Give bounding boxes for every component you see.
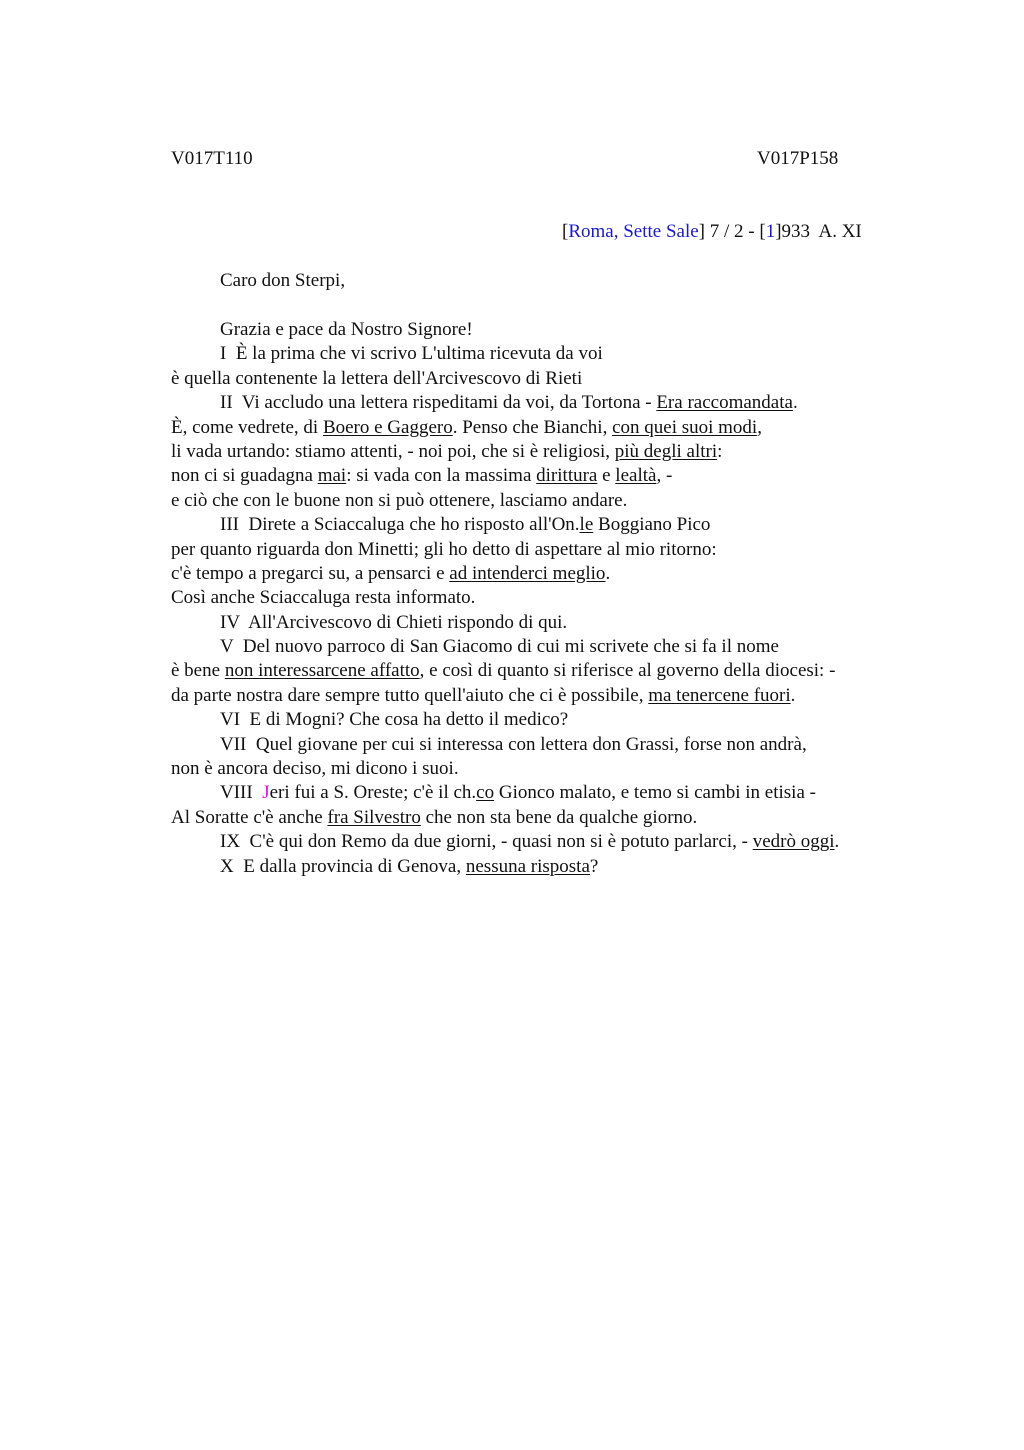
paragraph-line <box>171 440 931 464</box>
date-line <box>562 221 862 243</box>
text-run: È, come vedrete, di <box>171 416 323 438</box>
paragraph-line <box>171 855 931 879</box>
text-run: eri fui a S. Oreste; c'è il ch. <box>269 782 477 804</box>
paragraph-line <box>171 464 931 488</box>
paragraph-line <box>171 659 931 683</box>
text-run: li vada urtando: stiamo attenti, - noi poi, che si è religiosi, <box>171 440 615 462</box>
paragraph-line <box>171 830 931 854</box>
text-run: II Vi accludo una lettera rispeditami da voi, da Tortona - <box>220 392 657 414</box>
text-run: : si vada con la massima <box>346 465 537 487</box>
paragraph-line <box>171 806 931 830</box>
greeting: Caro don Sterpi, <box>220 270 346 291</box>
paragraph-line <box>171 416 931 440</box>
paragraph-line: IV All'Arcivescovo di Chieti rispondo di qui. <box>220 611 568 633</box>
underlined-text: dirittura <box>536 465 598 487</box>
paragraph-line <box>171 684 931 708</box>
text-run: . <box>790 684 796 706</box>
text-run: VIII <box>220 782 263 804</box>
paragraph-line: e ciò che con le buone non si può ottenere, lasciamo andare. <box>171 489 628 511</box>
text-run: Al Soratte c'è anche <box>171 806 328 828</box>
text-run: , e così di quanto si riferisce al governo della diocesi: - <box>419 660 836 682</box>
date-mid: ] 7 / 2 - [ <box>698 221 766 242</box>
paragraph-line <box>171 513 931 537</box>
paragraph-line: non è ancora deciso, mi dicono i suoi. <box>171 758 459 780</box>
underlined-text: con quei suoi modi <box>612 416 758 438</box>
underlined-text: le <box>579 514 594 536</box>
text-run: Boggiano Pico <box>593 514 711 536</box>
document-code-right: V017P158 <box>757 148 839 169</box>
date-place: Roma, Sette Sale <box>568 221 699 242</box>
text-run: . <box>792 392 798 414</box>
paragraph-line: I È la prima che vi scrivo L'ultima ricevuta da voi <box>220 343 603 365</box>
underlined-text: non interessarcene affatto <box>224 660 420 682</box>
text-run: , <box>757 416 762 438</box>
date-year-digit: 1 <box>765 221 776 242</box>
text-run: è bene <box>171 660 225 682</box>
underlined-text: fra Silvestro <box>327 806 421 828</box>
paragraph-line <box>171 391 931 415</box>
underlined-text: ma tenercene fuori <box>648 684 791 706</box>
text-run: , - <box>656 465 673 487</box>
text-run: da parte nostra dare sempre tutto quell'aiuto che ci è possibile, <box>171 684 649 706</box>
underlined-text: ad intenderci meglio <box>449 562 606 584</box>
underlined-text: nessuna risposta <box>465 855 590 877</box>
paragraph-line <box>171 562 931 586</box>
text-run: X E dalla provincia di Genova, <box>220 855 466 877</box>
date-open-bracket: [ <box>562 221 569 242</box>
text-run: che non sta bene da qualche giorno. <box>420 806 698 828</box>
document-code-left: V017T110 <box>171 148 253 169</box>
text-run: c'è tempo a pregarci su, a pensarci e <box>171 562 450 584</box>
text-run: . Penso che Bianchi, <box>452 416 613 438</box>
text-run: III Direte a Sciaccaluga che ho risposto all'On. <box>220 514 580 536</box>
underlined-text: lealtà <box>615 465 657 487</box>
text-run: . <box>834 831 840 853</box>
text-run: : <box>717 440 723 462</box>
paragraph-line: è quella contenente la lettera dell'Arcivescovo di Rieti <box>171 367 583 389</box>
underlined-text: Boero e Gaggero <box>322 416 453 438</box>
text-run: non ci si guadagna <box>171 465 318 487</box>
paragraph-line: Così anche Sciaccaluga resta informato. <box>171 587 476 609</box>
text-run: ? <box>589 855 599 877</box>
letter-body <box>171 318 931 879</box>
highlighted-letter: J <box>262 782 270 804</box>
text-run: e <box>597 465 616 487</box>
underlined-text: Era raccomandata <box>656 392 793 414</box>
salutation: Grazia e pace da Nostro Signore! <box>220 319 473 340</box>
date-tail: ]933 A. XI <box>775 221 862 242</box>
paragraph-line <box>171 781 931 805</box>
underlined-text: vedrò oggi <box>752 831 835 853</box>
underlined-text: più degli altri <box>614 440 718 462</box>
text-run: IX C'è qui don Remo da due giorni, - quasi non si è potuto parlarci, - <box>220 831 753 853</box>
paragraph-line: per quanto riguarda don Minetti; gli ho detto di aspettare al mio ritorno: <box>171 538 717 560</box>
paragraph-line: VI E di Mogni? Che cosa ha detto il medico? <box>220 709 569 731</box>
underlined-text: co <box>476 782 495 804</box>
text-run: . <box>605 562 611 584</box>
text-run: Gionco malato, e temo si cambi in etisia - <box>494 782 816 804</box>
paragraph-line: VII Quel giovane per cui si interessa con lettera don Grassi, forse non andrà, <box>220 733 807 755</box>
underlined-text: mai <box>317 465 347 487</box>
paragraph-line: V Del nuovo parroco di San Giacomo di cui mi scrivete che si fa il nome <box>220 636 779 658</box>
